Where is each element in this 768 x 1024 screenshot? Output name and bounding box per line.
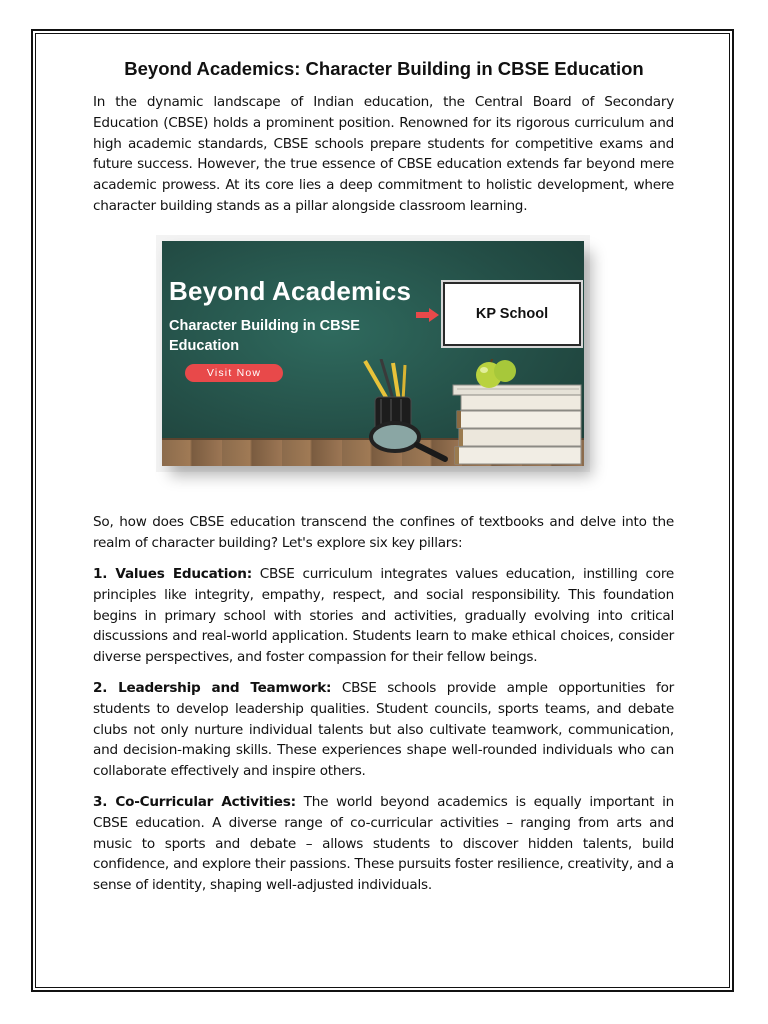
banner-title: Beyond Academics (169, 276, 412, 306)
pillar-text: The world beyond academics is equally important in CBSE education. A diverse range of co-curricular activities – ranging from arts and music to sports and debate – allows students to discover hidden talents, build confidence, and explore their passions. These pursuits foster resilience, creativity, and a sense of identity, shaping well-adjusted individuals. (93, 794, 675, 894)
banner-subtitle-line-1: Character Building in CBSE (169, 318, 360, 334)
intro-paragraph: In the dynamic landscape of Indian education, the Central Board of Secondary Education (CBSE) holds a prominent position. Renowned for its rigorous curriculum and high academic standards, CBSE schools prepare students for competitive exams and future success. However, the true essence of CBSE education extends far beyond mere academic prowess. At its core lies a deep commitment to holistic development, where character building stands as a pillar alongside classroom learning. (93, 94, 674, 214)
magnifying-glass-icon (371, 423, 445, 459)
document-title: Beyond Academics: Character Building in CBSE Education (124, 58, 644, 79)
arrow-right-icon (416, 307, 440, 323)
visit-now-button: Visit Now (185, 364, 283, 382)
banner-subtitle-line-2: Education (169, 338, 240, 354)
pillar-co-curricular (93, 792, 674, 896)
chalkboard-banner (162, 241, 584, 466)
school-name-box (443, 282, 581, 346)
pillar-heading: 3. Co-Curricular Activities: (93, 794, 296, 810)
pillar-leadership-teamwork (93, 678, 674, 782)
apple-icon (476, 359, 516, 388)
pillar-heading: 2. Leadership and Teamwork: (93, 680, 332, 696)
banner-subtitle (169, 316, 389, 356)
book-stack-icon (453, 385, 581, 464)
pillar-text: CBSE schools provide ample opportunities for students to develop leadership qualities. Student councils, sports teams, and debate clubs not only nurture individual talents but also cultivate teamwork, communication, and decision-making skills. These experiences shape well-rounded individuals who can collaborate effectively and inspire others. (93, 680, 674, 780)
pillar-values-education (93, 564, 674, 668)
pillar-heading: 1. Values Education: (93, 566, 252, 582)
transition-paragraph: So, how does CBSE education transcend the confines of textbooks and delve into the realm of character building? Let's explore six key pillars: (93, 514, 674, 551)
school-name: KP School (475, 306, 549, 322)
banner-image (162, 241, 584, 466)
pillar-text: CBSE curriculum integrates values education, instilling core principles like integrity, empathy, respect, and social responsibility. This foundation begins in primary school with stories and activities, gradually evolving into critical discussions and real-world application. Students learn to make ethical choices, consider diverse perspectives, and foster compassion for their fellow beings. (93, 566, 674, 666)
desk-still-life (357, 359, 584, 466)
